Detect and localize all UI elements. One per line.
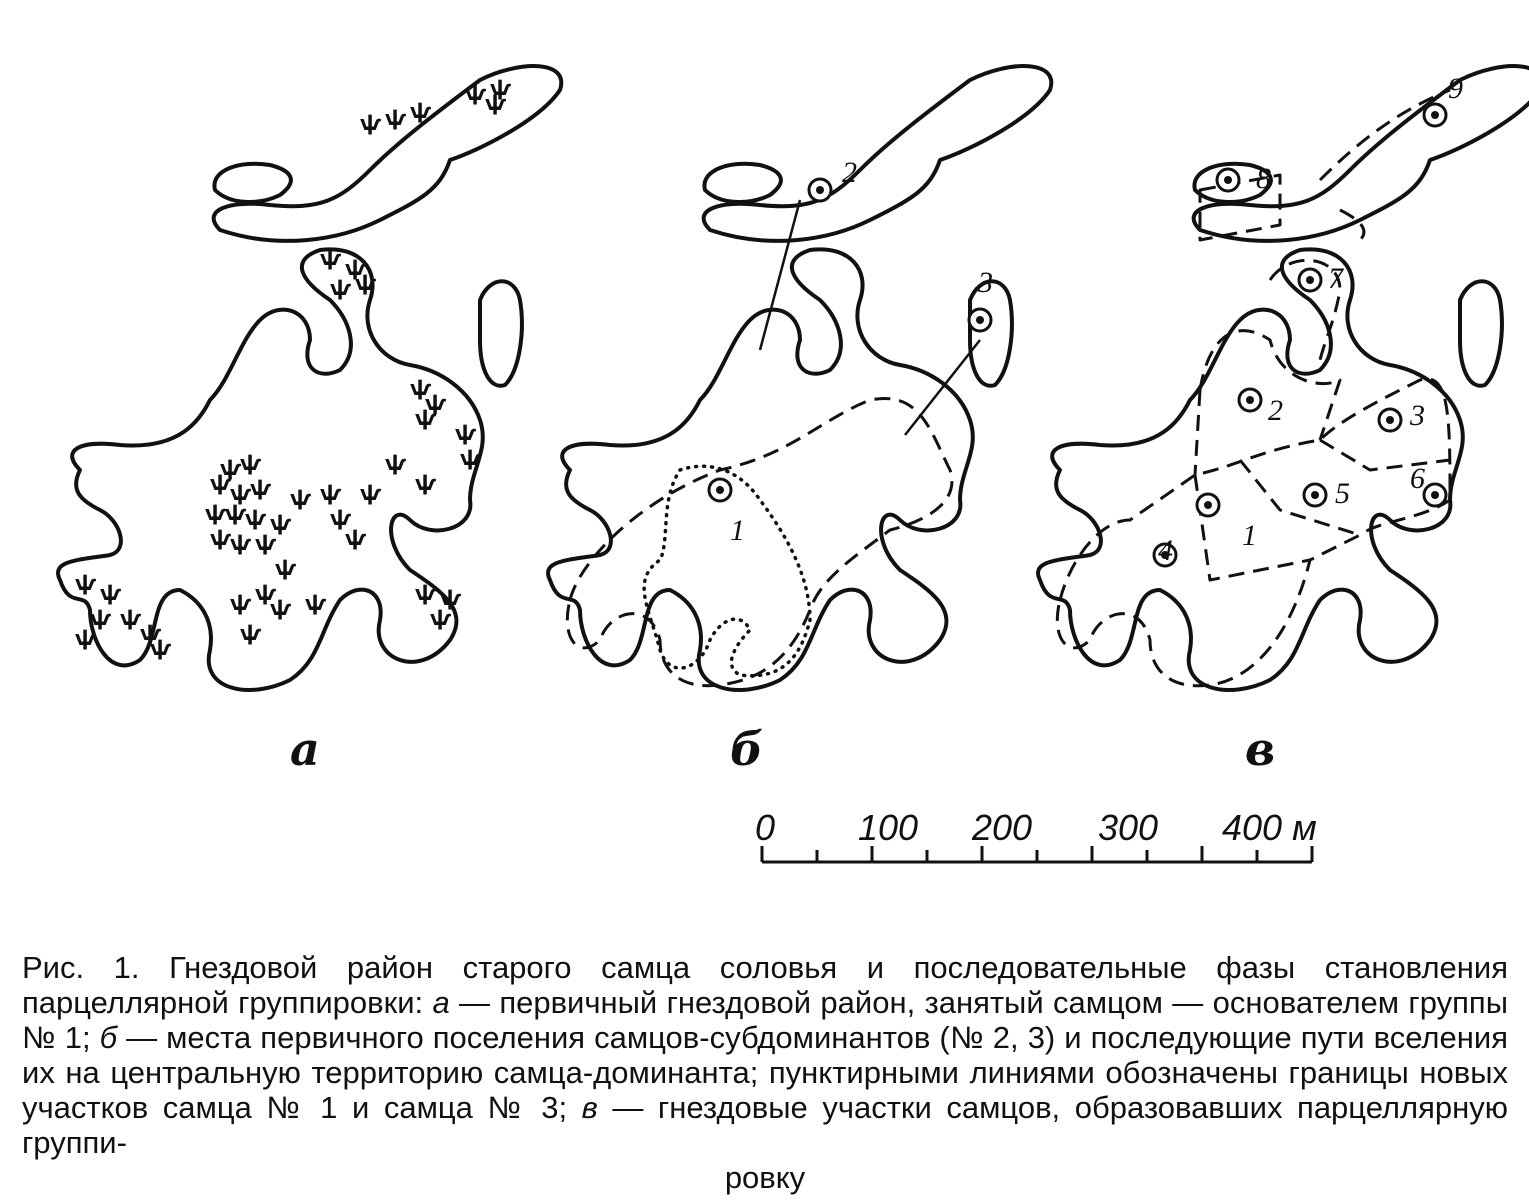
vegetation-mark: ѱ [140,621,162,645]
territory-number: 6 [1410,462,1425,495]
vegetation-mark: ѱ [415,406,437,430]
caption-part-3: — места первичного поселения самцов-субдоминантов (№ 2, 3) и последующие пути вселения их на центральную территорию самца-доминанта; пунктирными линиями обозначены границы новых участков самца № 1 и самца № 3; [22,1020,1508,1125]
panel-b-north-area [704,66,1052,241]
scale-label-300: 300 [1098,807,1159,848]
panel-a [58,66,561,776]
territory-number: 1 [1242,519,1257,552]
territory-marker-v2 [1239,389,1283,427]
panel-v-nest-markers [1154,72,1463,567]
scale-tick-marks [762,846,1312,862]
vegetation-mark: ѱ [245,506,267,530]
scale-label-100: 100 [858,807,919,848]
territory-number: 5 [1335,477,1350,510]
caption-body [22,950,1508,1160]
vegetation-mark: ѱ [330,506,352,530]
nest-dot-icon [1204,501,1212,509]
vegetation-mark: ѱ [305,591,327,615]
vegetation-mark: ѱ [385,106,407,130]
figure-caption [22,950,1508,1195]
caption-part-4: — гнездовые участки самцов, образовавших парцеллярную группи- [22,1090,1508,1160]
panel-a-east-isle [480,281,522,386]
panel-b-label: б [730,722,764,776]
vegetation-mark: ѱ [455,421,477,445]
scale-label-200: 200 [972,807,1033,848]
territory-number: 8 [1256,162,1271,195]
vegetation-mark: ѱ [230,481,252,505]
territory-number: 7 [1328,262,1343,295]
vegetation-mark: ѱ [205,501,227,525]
panel-b-territory-3-boundary [567,398,952,685]
territory-number: 4 [1158,534,1173,567]
vegetation-mark: ѱ [485,91,507,115]
scale-bar [755,807,1317,862]
vegetation-mark: ѱ [345,526,367,550]
vegetation-mark: ѱ [75,626,97,650]
nest-dot-icon [1224,176,1232,184]
vegetation-mark: ѱ [100,581,122,605]
vegetation-mark: ѱ [275,556,297,580]
nest-dot-icon [1246,396,1254,404]
caption-label-b: б [99,1020,118,1055]
territory-number: 3 [1410,399,1425,432]
vegetation-mark: ѱ [440,586,462,610]
vegetation-mark: ѱ [430,606,452,630]
vegetation-mark: ѱ [320,246,342,270]
vegetation-mark: ѱ [415,471,437,495]
panel-v-north-area [1194,66,1529,241]
caption-label-v: в [581,1090,598,1125]
territory-marker-v5 [1304,477,1350,510]
territory-number: 1 [730,514,745,547]
vegetation-mark: ѱ [415,581,437,605]
nest-dot-icon [1386,416,1394,424]
vegetation-mark: ѱ [225,501,247,525]
panel-b [548,66,1051,776]
vegetation-mark: ѱ [120,606,142,630]
territory-marker-b1 [709,479,745,547]
vegetation-mark: ѱ [210,471,232,495]
vegetation-mark: ѱ [355,271,377,295]
nest-dot-icon [716,486,724,494]
panel-v-east-isle [1460,281,1502,386]
panel-v [1038,66,1529,776]
vegetation-mark: ѱ [490,76,512,100]
caption-label-a: а [432,985,450,1020]
nest-dot-icon [976,316,984,324]
vegetation-mark: ѱ [210,526,232,550]
scale-label-400: 400 м [1222,807,1317,848]
vegetation-mark: ѱ [230,531,252,555]
panel-a-north-band [214,164,290,202]
vegetation-mark: ѱ [90,606,112,630]
nest-dot-icon [1306,276,1314,284]
caption-last-line: ровку [724,1160,806,1195]
nest-dot-icon [1431,111,1439,119]
territory-marker-v1 [1197,494,1257,552]
nest-dot-icon [816,186,824,194]
vegetation-mark: ѱ [240,451,262,475]
territory-number: 3 [978,266,993,299]
territory-number: 2 [1268,394,1283,427]
territory-number: 2 [842,156,857,189]
nest-dot-icon [1311,491,1319,499]
panel-v-label: в [1245,722,1276,776]
vegetation-mark: ѱ [330,276,352,300]
territory-marker-v8 [1217,162,1271,195]
territory-marker-v6 [1410,462,1446,506]
vegetation-mark: ѱ [220,456,242,480]
vegetation-mark: ѱ [290,486,312,510]
caption-part-2: — первичный гнездовой район, занятый самцом — основателем группы № 1; [22,985,1508,1055]
vegetation-mark: ѱ [250,476,272,500]
caption-part-1: Рис. 1. Гнездовой район старого самца соловья и последовательные фазы становления парцеллярной группировки: [22,950,1508,1020]
panel-b-north-band [704,164,780,202]
vegetation-mark: ѱ [345,256,367,280]
panel-a-vegetation-marks [75,76,511,660]
vegetation-mark: ѱ [360,481,382,505]
nest-dot-icon [1431,491,1439,499]
territory-marker-v4 [1154,534,1176,567]
vegetation-mark: ѱ [360,111,382,135]
scale-label-0: 0 [755,807,776,848]
vegetation-mark: ѱ [460,446,482,470]
vegetation-mark: ѱ [410,99,432,123]
territory-number: 9 [1448,72,1463,105]
vegetation-mark: ѱ [75,571,97,595]
vegetation-mark: ѱ [240,621,262,645]
vegetation-mark: ѱ [255,581,277,605]
vegetation-mark: ѱ [320,481,342,505]
vegetation-mark: ѱ [230,591,252,615]
panel-a-label: а [290,722,320,776]
vegetation-mark: ѱ [270,511,292,535]
vegetation-mark: ѱ [255,531,277,555]
territory-marker-v7 [1299,262,1345,295]
vegetation-mark: ѱ [425,391,447,415]
vegetation-mark: ѱ [465,81,487,105]
vegetation-mark: ѱ [385,451,407,475]
territory-marker-v3 [1379,399,1425,432]
vegetation-mark: ѱ [150,636,172,660]
vegetation-mark: ѱ [270,596,292,620]
vegetation-mark: ѱ [410,376,432,400]
